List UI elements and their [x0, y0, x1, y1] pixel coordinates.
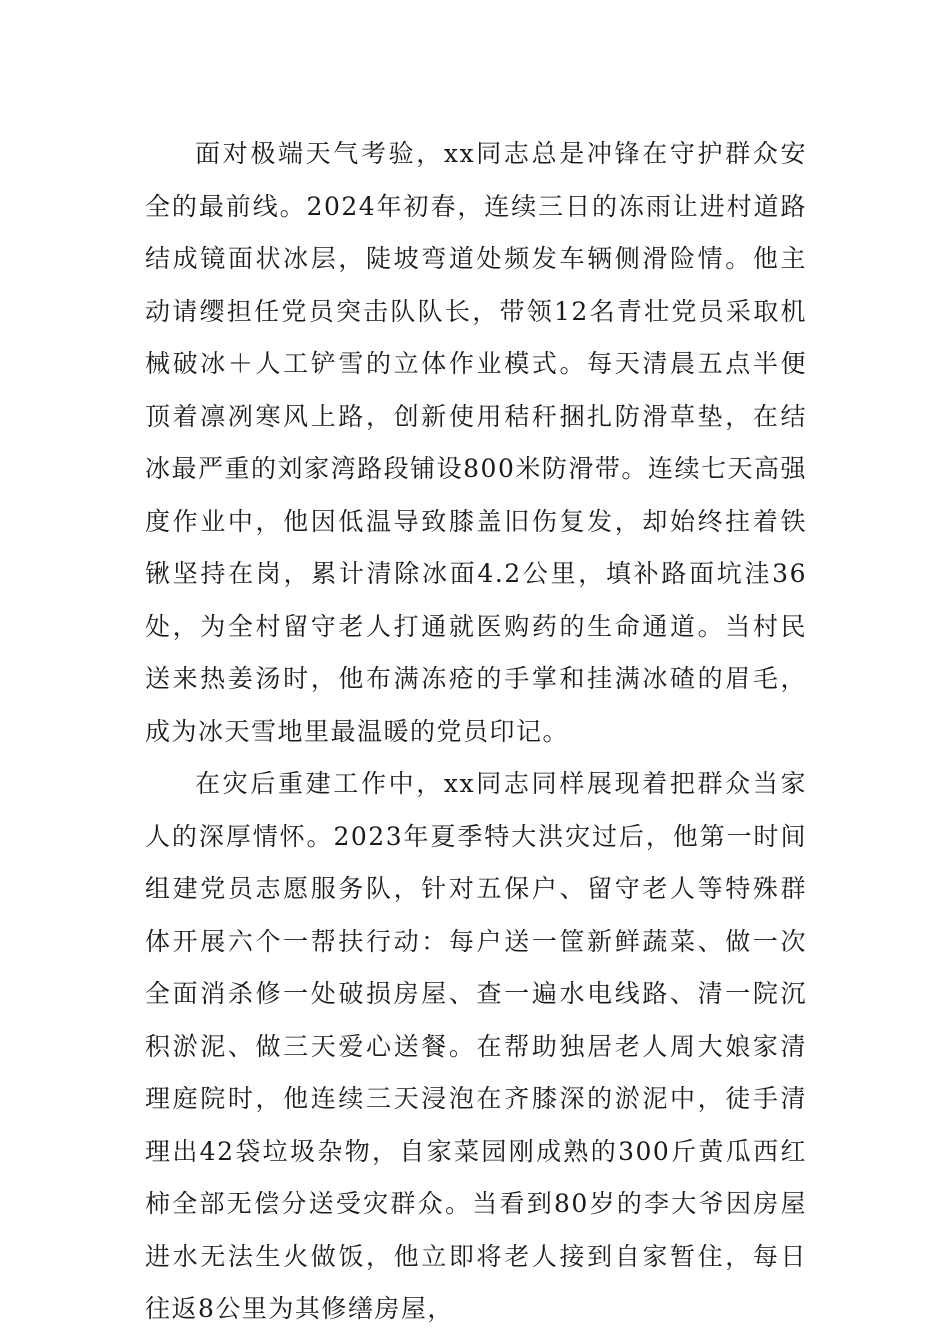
document-body	[145, 128, 807, 1336]
paragraph-winter-ice: 面对极端天气考验，xx同志总是冲锋在守护群众安全的最前线。2024年初春，连续三日的冻雨让进村道路结成镜面状冰层，陡坡弯道处频发车辆侧滑险情。他主动请缨担任党员突击队队长，带领12名青壮党员采取机械破冰＋人工铲雪的立体作业模式。每天清晨五点半便顶着凛冽寒风上路，创新使用秸秆捆扎防滑草垫，在结冰最严重的刘家湾路段铺设800米防滑带。连续七天高强度作业中，他因低温导致膝盖旧伤复发，却始终拄着铁锹坚持在岗，累计清除冰面4.2公里，填补路面坑洼36处，为全村留守老人打通就医购药的生命通道。当村民送来热姜汤时，他布满冻疮的手掌和挂满冰碴的眉毛，成为冰天雪地里最温暖的党员印记。	[145, 139, 807, 746]
paragraph-flood-rebuild: 在灾后重建工作中，xx同志同样展现着把群众当家人的深厚情怀。2023年夏季特大洪灾过后，他第一时间组建党员志愿服务队，针对五保户、留守老人等特殊群体开展六个一帮扶行动：每户送一筐新鲜蔬菜、做一次全面消杀修一处破损房屋、查一遍水电线路、清一院沉积淤泥、做三天爱心送餐。在帮助独居老人周大娘家清理庭院时，他连续三天浸泡在齐膝深的淤泥中，徒手清理出42袋垃圾杂物，自家菜园刚成熟的300斤黄瓜西红柿全部无偿分送受灾群众。当看到80岁的李大爷因房屋进水无法生火做饭，他立即将老人接到自家暂住，每日往返8公里为其修缮房屋，	[145, 769, 807, 1323]
